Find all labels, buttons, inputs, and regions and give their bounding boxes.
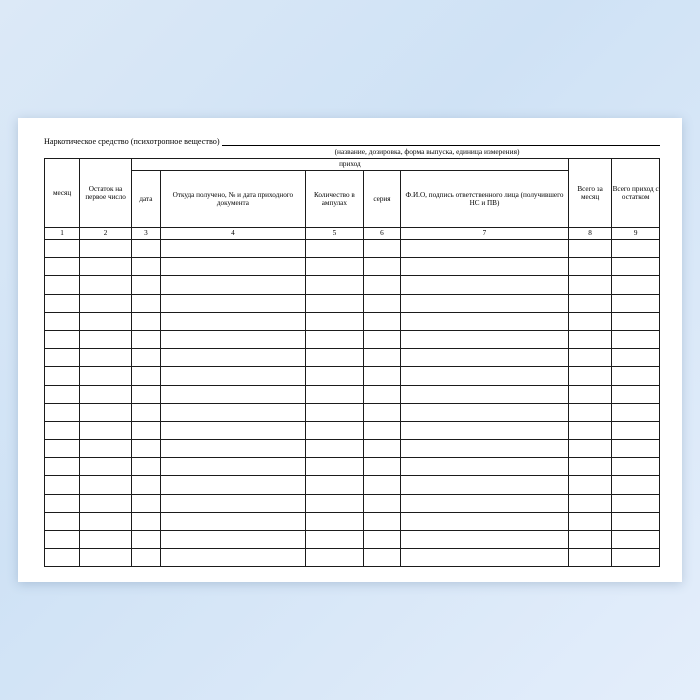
table-cell[interactable] [131, 421, 160, 439]
column-number-9: 9 [612, 228, 660, 240]
document-sheet [18, 118, 682, 582]
column-number-2: 2 [80, 228, 132, 240]
table-cell[interactable] [305, 403, 363, 421]
column-number-5: 5 [305, 228, 363, 240]
table-cell[interactable] [401, 276, 569, 294]
table-cell[interactable] [305, 367, 363, 385]
table-row[interactable] [45, 367, 660, 385]
column-header-total-month: Всего за месяц [568, 159, 611, 228]
table-cell[interactable] [568, 312, 611, 330]
table-cell[interactable] [401, 531, 569, 549]
table-cell[interactable] [131, 531, 160, 549]
table-cell[interactable] [363, 240, 400, 258]
table-cell[interactable] [131, 276, 160, 294]
table-row[interactable] [45, 330, 660, 348]
table-cell[interactable] [612, 258, 660, 276]
table-cell[interactable] [45, 531, 80, 549]
column-header-balance: Остаток на первое число [80, 159, 132, 228]
table-cell[interactable] [80, 367, 132, 385]
table-cell[interactable] [160, 494, 305, 512]
table-cell[interactable] [363, 312, 400, 330]
table-cell[interactable] [45, 421, 80, 439]
table-row[interactable] [45, 276, 660, 294]
table-cell[interactable] [363, 330, 400, 348]
table-cell[interactable] [305, 440, 363, 458]
table-cell[interactable] [401, 367, 569, 385]
table-cell[interactable] [131, 512, 160, 530]
table-cell[interactable] [45, 476, 80, 494]
table-cell[interactable] [612, 440, 660, 458]
table-cell[interactable] [160, 240, 305, 258]
table-cell[interactable] [401, 258, 569, 276]
table-cell[interactable] [401, 458, 569, 476]
table-cell[interactable] [612, 294, 660, 312]
table-row[interactable] [45, 549, 660, 567]
table-cell[interactable] [305, 512, 363, 530]
table-cell[interactable] [363, 276, 400, 294]
table-row[interactable] [45, 385, 660, 403]
table-body [45, 240, 660, 567]
table-cell[interactable] [401, 294, 569, 312]
table-cell[interactable] [305, 330, 363, 348]
table-cell[interactable] [401, 240, 569, 258]
table-cell[interactable] [131, 549, 160, 567]
table-cell[interactable] [80, 294, 132, 312]
table-cell[interactable] [612, 494, 660, 512]
column-header-total-with-balance: Всего приход с остатком [612, 159, 660, 228]
table-cell[interactable] [401, 549, 569, 567]
column-header-date: дата [131, 171, 160, 228]
form-title-blank-rule [222, 136, 660, 146]
table-cell[interactable] [363, 385, 400, 403]
table-cell[interactable] [568, 403, 611, 421]
table-cell[interactable] [160, 476, 305, 494]
table-cell[interactable] [80, 458, 132, 476]
table-cell[interactable] [45, 494, 80, 512]
column-number-6: 6 [363, 228, 400, 240]
table-cell[interactable] [131, 367, 160, 385]
table-cell[interactable] [305, 294, 363, 312]
table-row[interactable] [45, 312, 660, 330]
table-cell[interactable] [568, 494, 611, 512]
column-header-quantity: Количество в ампулах [305, 171, 363, 228]
column-header-series: серия [363, 171, 400, 228]
table-cell[interactable] [363, 421, 400, 439]
table-cell[interactable] [45, 385, 80, 403]
table-cell[interactable] [305, 458, 363, 476]
table-cell[interactable] [160, 458, 305, 476]
table-cell[interactable] [568, 367, 611, 385]
table-cell[interactable] [131, 240, 160, 258]
table-cell[interactable] [401, 440, 569, 458]
form-subtitle: (название, дозировка, форма выпуска, единица измерения) [334, 147, 520, 156]
table-cell[interactable] [568, 330, 611, 348]
table-cell[interactable] [45, 367, 80, 385]
column-number-7: 7 [401, 228, 569, 240]
table-cell[interactable] [401, 421, 569, 439]
table-cell[interactable] [80, 312, 132, 330]
table-cell[interactable] [568, 385, 611, 403]
table-cell[interactable] [568, 440, 611, 458]
registry-table [44, 158, 660, 567]
table-cell[interactable] [363, 349, 400, 367]
table-cell[interactable] [131, 349, 160, 367]
table-cell[interactable] [45, 349, 80, 367]
table-cell[interactable] [160, 440, 305, 458]
table-cell[interactable] [401, 403, 569, 421]
table-cell[interactable] [80, 440, 132, 458]
table-cell[interactable] [401, 476, 569, 494]
group-header-row [45, 159, 660, 171]
table-cell[interactable] [305, 349, 363, 367]
table-row[interactable] [45, 240, 660, 258]
table-cell[interactable] [568, 294, 611, 312]
column-number-4: 4 [160, 228, 305, 240]
table-row[interactable] [45, 349, 660, 367]
table-cell[interactable] [131, 476, 160, 494]
table-cell[interactable] [401, 512, 569, 530]
table-cell[interactable] [401, 349, 569, 367]
column-header-responsible-person: Ф.И.О, подпись ответственного лица (получившего НС и ПВ) [401, 171, 569, 228]
table-cell[interactable] [568, 276, 611, 294]
table-cell[interactable] [612, 476, 660, 494]
column-number-8: 8 [568, 228, 611, 240]
table-cell[interactable] [568, 512, 611, 530]
table-cell[interactable] [305, 276, 363, 294]
table-cell[interactable] [568, 258, 611, 276]
table-cell[interactable] [612, 549, 660, 567]
table-cell[interactable] [80, 258, 132, 276]
table-cell[interactable] [45, 258, 80, 276]
table-cell[interactable] [160, 276, 305, 294]
table-cell[interactable] [160, 549, 305, 567]
table-row[interactable] [45, 494, 660, 512]
table-cell[interactable] [568, 458, 611, 476]
form-title-line [44, 136, 660, 146]
table-cell[interactable] [131, 312, 160, 330]
table-cell[interactable] [160, 294, 305, 312]
table-cell[interactable] [305, 240, 363, 258]
table-row[interactable] [45, 294, 660, 312]
table-cell[interactable] [45, 440, 80, 458]
table-row[interactable] [45, 531, 660, 549]
table-cell[interactable] [363, 294, 400, 312]
table-cell[interactable] [612, 512, 660, 530]
table-cell[interactable] [131, 440, 160, 458]
column-number-3: 3 [131, 228, 160, 240]
table-cell[interactable] [568, 531, 611, 549]
table-cell[interactable] [363, 512, 400, 530]
table-cell[interactable] [568, 476, 611, 494]
table-cell[interactable] [612, 312, 660, 330]
table-cell[interactable] [80, 276, 132, 294]
table-cell[interactable] [80, 349, 132, 367]
table-cell[interactable] [131, 330, 160, 348]
table-cell[interactable] [45, 330, 80, 348]
table-cell[interactable] [363, 549, 400, 567]
table-cell[interactable] [160, 330, 305, 348]
column-header-row [45, 171, 660, 228]
table-cell[interactable] [568, 421, 611, 439]
table-cell[interactable] [305, 549, 363, 567]
table-cell[interactable] [131, 494, 160, 512]
table-row[interactable] [45, 403, 660, 421]
table-cell[interactable] [612, 276, 660, 294]
table-cell[interactable] [80, 494, 132, 512]
table-cell[interactable] [363, 476, 400, 494]
table-cell[interactable] [80, 385, 132, 403]
table-cell[interactable] [80, 476, 132, 494]
table-cell[interactable] [568, 549, 611, 567]
table-cell[interactable] [160, 385, 305, 403]
table-cell[interactable] [363, 458, 400, 476]
table-row[interactable] [45, 440, 660, 458]
table-cell[interactable] [45, 276, 80, 294]
table-cell[interactable] [305, 494, 363, 512]
column-header-source: Откуда получено, № и дата приходного документа [160, 171, 305, 228]
table-cell[interactable] [131, 385, 160, 403]
table-cell[interactable] [305, 476, 363, 494]
form-title-label: Наркотическое средство (психотропное вещество) [44, 137, 220, 146]
table-cell[interactable] [612, 385, 660, 403]
table-row[interactable] [45, 476, 660, 494]
table-cell[interactable] [80, 330, 132, 348]
table-cell[interactable] [363, 494, 400, 512]
table-cell[interactable] [305, 421, 363, 439]
table-cell[interactable] [363, 440, 400, 458]
table-row[interactable] [45, 458, 660, 476]
table-cell[interactable] [45, 312, 80, 330]
table-cell[interactable] [80, 240, 132, 258]
table-head [45, 159, 660, 240]
table-cell[interactable] [45, 403, 80, 421]
table-cell[interactable] [612, 531, 660, 549]
table-row[interactable] [45, 258, 660, 276]
table-cell[interactable] [80, 549, 132, 567]
table-cell[interactable] [80, 421, 132, 439]
table-cell[interactable] [401, 312, 569, 330]
table-cell[interactable] [401, 385, 569, 403]
table-cell[interactable] [160, 512, 305, 530]
table-cell[interactable] [612, 240, 660, 258]
table-cell[interactable] [131, 258, 160, 276]
column-number-1: 1 [45, 228, 80, 240]
table-row[interactable] [45, 421, 660, 439]
table-cell[interactable] [612, 330, 660, 348]
table-cell[interactable] [160, 367, 305, 385]
table-cell[interactable] [160, 312, 305, 330]
table-cell[interactable] [160, 349, 305, 367]
table-cell[interactable] [363, 403, 400, 421]
table-cell[interactable] [401, 330, 569, 348]
table-cell[interactable] [45, 512, 80, 530]
table-cell[interactable] [363, 531, 400, 549]
table-cell[interactable] [45, 240, 80, 258]
table-cell[interactable] [305, 258, 363, 276]
table-cell[interactable] [160, 421, 305, 439]
table-cell[interactable] [305, 385, 363, 403]
table-cell[interactable] [363, 258, 400, 276]
column-header-month: месяц [45, 159, 80, 228]
table-cell[interactable] [568, 349, 611, 367]
table-cell[interactable] [612, 403, 660, 421]
table-cell[interactable] [160, 258, 305, 276]
table-cell[interactable] [131, 458, 160, 476]
table-cell[interactable] [45, 458, 80, 476]
table-cell[interactable] [131, 294, 160, 312]
table-cell[interactable] [160, 403, 305, 421]
table-cell[interactable] [131, 403, 160, 421]
table-row[interactable] [45, 512, 660, 530]
table-cell[interactable] [80, 531, 132, 549]
document-content [44, 136, 660, 567]
table-cell[interactable] [45, 549, 80, 567]
table-cell[interactable] [80, 512, 132, 530]
table-cell[interactable] [612, 349, 660, 367]
table-cell[interactable] [305, 531, 363, 549]
group-header-income: приход [131, 159, 568, 171]
table-cell[interactable] [612, 458, 660, 476]
table-cell[interactable] [160, 531, 305, 549]
table-cell[interactable] [45, 294, 80, 312]
column-number-row [45, 228, 660, 240]
table-cell[interactable] [363, 367, 400, 385]
table-cell[interactable] [568, 240, 611, 258]
table-cell[interactable] [401, 494, 569, 512]
table-cell[interactable] [612, 367, 660, 385]
table-cell[interactable] [80, 403, 132, 421]
table-cell[interactable] [305, 312, 363, 330]
table-cell[interactable] [612, 421, 660, 439]
